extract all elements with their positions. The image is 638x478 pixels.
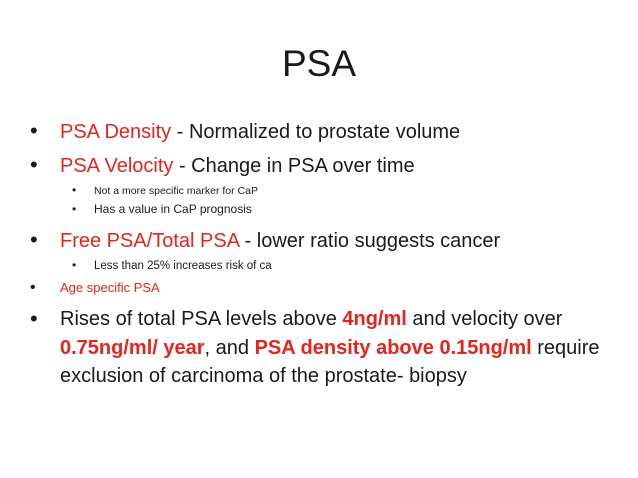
highlight-density: PSA density above 0.15ng/ml — [254, 336, 532, 359]
sub-bullet-velocity-2 — [72, 200, 638, 218]
bullet-text: - Normalized to prostate volume — [171, 121, 461, 143]
bullet-rises-paragraph — [30, 305, 620, 391]
paragraph-part: Rises of total PSA levels above — [60, 308, 343, 330]
bullet-dot-icon: • — [72, 202, 77, 216]
bullet-text: - lower ratio suggests cancer — [238, 230, 501, 252]
slide-title: PSA — [281, 43, 357, 84]
bullet-dot-icon: • — [30, 279, 36, 296]
paragraph-part: , and — [204, 336, 255, 359]
bullet-term: Age specific PSA — [60, 280, 160, 295]
bullet-text: - Change in PSA over time — [173, 155, 415, 177]
paragraph-part: require exclusion of carcinoma of the prostate- biopsy — [60, 336, 600, 387]
bullet-dot-icon: • — [30, 306, 38, 331]
bullet-term: PSA Velocity — [60, 155, 174, 177]
highlight-velocity: 0.75ng/ml/ year — [60, 336, 205, 359]
bullet-dot-icon: • — [30, 152, 38, 177]
bullet-term: PSA Density — [60, 121, 172, 143]
bullet-age-specific-psa — [30, 278, 620, 298]
paragraph-text — [60, 305, 620, 391]
sub-bullet-text: Less than 25% increases risk of ca — [94, 260, 272, 272]
bullet-psa-velocity — [30, 151, 620, 180]
sub-bullet-text: Has a value in CaP prognosis — [94, 202, 252, 216]
bullet-free-total-psa — [30, 226, 620, 255]
bullet-dot-icon: • — [72, 183, 77, 197]
paragraph-part: and velocity over — [406, 308, 563, 330]
bullet-term: Free PSA/Total PSA — [60, 230, 239, 252]
bullet-psa-density — [30, 117, 620, 146]
bullet-dot-icon: • — [30, 118, 38, 143]
sub-bullet-free-total-1 — [72, 256, 638, 275]
sub-bullet-text: Not a more specific marker for CaP — [94, 185, 258, 197]
bullet-dot-icon: • — [30, 227, 38, 252]
bullet-dot-icon: • — [72, 258, 77, 272]
sub-bullet-velocity-1 — [72, 181, 638, 200]
highlight-total-psa: 4ng/ml — [342, 308, 407, 330]
